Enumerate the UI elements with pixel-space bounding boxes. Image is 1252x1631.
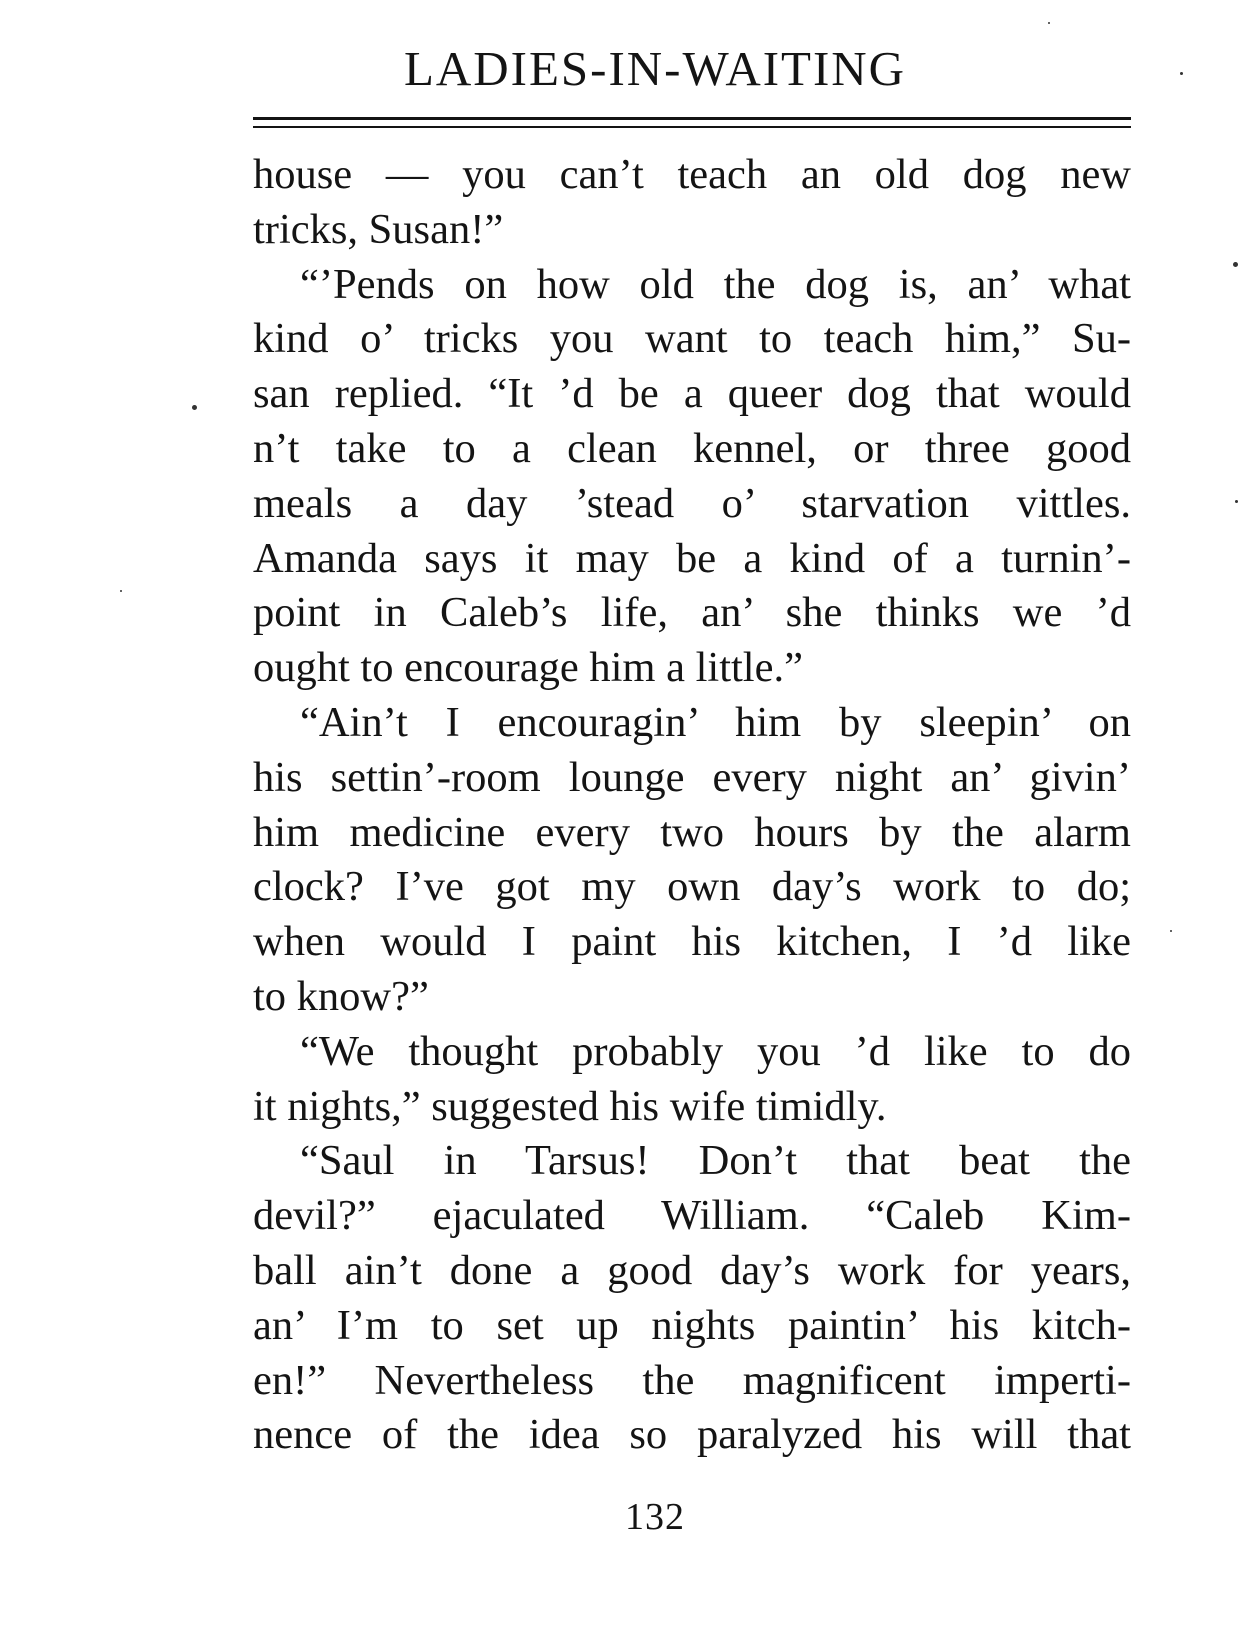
text-line: it nights,” suggested his wife timidly. xyxy=(253,1082,887,1130)
text-line: “We thought probably you ’d like to do xyxy=(300,1027,1131,1075)
text-line: to know?” xyxy=(253,972,429,1020)
text-line: “Saul in Tarsus! Don’t that beat the xyxy=(300,1137,1131,1185)
text-line: when would I paint his kitchen, I ’d like xyxy=(253,918,1131,966)
page-number: 132 xyxy=(625,1496,685,1538)
text-line: point in Caleb’s life, an’ she thinks we ’d xyxy=(253,589,1131,637)
scan-speck xyxy=(1180,72,1183,75)
scan-speck xyxy=(1048,22,1050,24)
text-line: san replied. “It ’d be a queer dog that would xyxy=(253,370,1131,418)
text-line: kind o’ tricks you want to teach him,” Su- xyxy=(253,315,1131,363)
running-head: LADIES-IN-WAITING xyxy=(403,41,907,96)
text-line: “’Pends on how old the dog is, an’ what xyxy=(300,260,1131,308)
text-line: house — you can’t teach an old dog new xyxy=(253,151,1131,198)
text-line: devil?” ejaculated William. “Caleb Kim- xyxy=(253,1192,1131,1240)
scan-speck xyxy=(192,405,197,410)
scan-speck xyxy=(1170,930,1172,932)
text-line: ought to encourage him a little.” xyxy=(253,644,803,692)
header-rule-top xyxy=(253,117,1131,120)
text-line: him medicine every two hours by the alarm xyxy=(253,808,1131,856)
scan-speck xyxy=(1233,262,1238,267)
text-line: “Ain’t I encouragin’ him by sleepin’ on xyxy=(300,698,1131,746)
body-text xyxy=(253,148,1131,1463)
text-line: nence of the idea so paralyzed his will that xyxy=(253,1411,1131,1459)
text-line: tricks, Susan!” xyxy=(253,205,504,253)
scan-speck xyxy=(120,590,122,592)
text-line: n’t take to a clean kennel, or three good xyxy=(253,424,1131,472)
header-rule-bottom xyxy=(253,126,1131,128)
text-line: his settin’-room lounge every night an’ givin’ xyxy=(253,753,1131,801)
text-line: en!” Nevertheless the magnificent imperti- xyxy=(253,1356,1131,1404)
text-line: clock? I’ve got my own day’s work to do; xyxy=(253,863,1131,911)
scan-speck xyxy=(1235,500,1238,503)
text-line: an’ I’m to set up nights paintin’ his kitch- xyxy=(253,1301,1131,1349)
text-line: Amanda says it may be a kind of a turnin’- xyxy=(253,534,1131,582)
text-line: meals a day ’stead o’ starvation vittles. xyxy=(253,479,1131,527)
text-line: ball ain’t done a good day’s work for years, xyxy=(253,1246,1131,1294)
